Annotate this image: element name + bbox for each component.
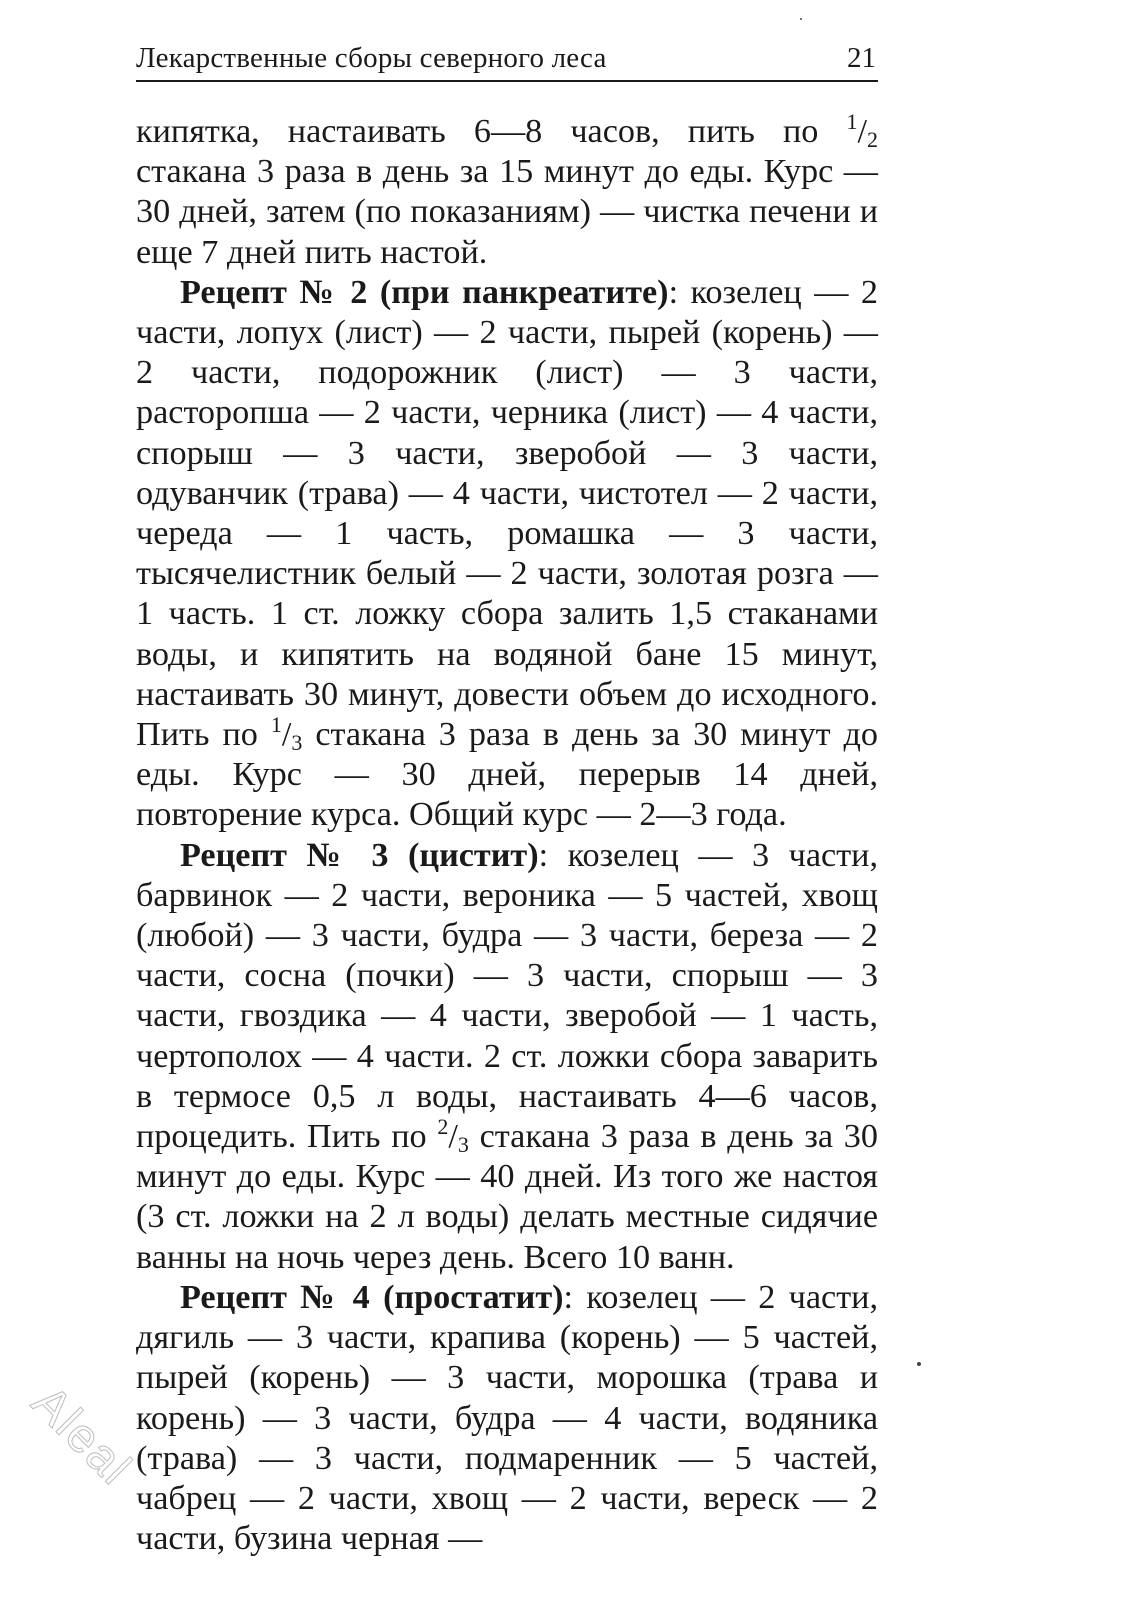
scan-speck (800, 18, 802, 20)
page-body (136, 109, 879, 1559)
fraction (846, 109, 879, 152)
running-title: Лекарственные сборы северного леса (136, 42, 607, 74)
recipe-heading: Рецепт № 4 (простатит) (180, 1278, 564, 1316)
text-run: стакана 3 раза в день за 30 минут до еды. Курс — 30 дней, перерыв 14 дней, повторение курса. Общий курс — 2—3 года. (136, 716, 878, 834)
watermark: Aleal (21, 1375, 142, 1496)
text-run: : козелец — 2 части, лопух (лист) — 2 части, пырей (корень) — 2 части, подорожник (лист) — 3 части, расторопша — 2 части, черника (лист) — 4 части, спорыш — 3 части, зверобой — 3 части, одуванчик (трава) — 4 части, чистотел — 2 части, череда — 1 часть, ромашка — 3 части, тысячелистник белый — 2 части, золотая розга — 1 часть. 1 ст. ложку сбора залить 1,5 стаканами воды, и кипятить на водяной бане 15 минут, настаивать 30 минут, довести объем до исходного. Пить по (136, 273, 878, 754)
running-header (136, 36, 878, 82)
fraction-denominator: 3 (291, 730, 303, 756)
text-run: : козелец — 3 части, барвинок — 2 части, вероника — 5 частей, хвощ (любой) — 3 части, будра — 3 части, береза — 2 части, сосна (почки) — 3 части, спорыш — 3 части, гвоздика — 4 части, зверобой — 1 часть, чертополох — 4 части. 2 ст. ложки сбора заварить в термосе 0,5 л воды, настаивать 4—6 часов, процедить. Пить по (136, 836, 878, 1156)
recipe-heading: Рецепт № 3 (цистит) (180, 836, 539, 874)
text-run: : козелец — 2 части, дягиль — 3 части, крапива (корень) — 5 частей, пырей (корень) — 3 части, морошка (трава и корень) — 3 части, будра — 4 части, водяника (трава) — 3 части, подмаренник — 5 частей, чабрец — 2 части, хвощ — 2 части, вереск — 2 части, бузина черная — (136, 1278, 879, 1558)
fraction-denominator: 3 (457, 1132, 469, 1158)
scan-speck (917, 1362, 921, 1366)
fraction-slash: / (448, 1118, 458, 1156)
paragraph (136, 109, 878, 273)
fraction-numerator: 1 (846, 109, 858, 134)
text-run: стакана 3 раза в день за 15 минут до еды. Курс — 30 дней, затем (по показаниям) — чистка печени и еще 7 дней пить настой. (136, 153, 878, 271)
text-run: стакана 3 раза в день за 30 минут до еды. Курс — 40 дней. Из того же настоя (3 ст. ложки на 2 л воды) делать местные сидячие ванны на ночь через день. Всего 10 ванн. (136, 1118, 878, 1276)
fraction-denominator: 2 (867, 127, 878, 152)
recipe-3-paragraph (136, 836, 878, 1278)
fraction-numerator: 2 (437, 1114, 449, 1140)
page-number: 21 (847, 42, 876, 74)
text-run: кипятка, настаивать 6—8 часов, пить по (136, 113, 847, 150)
recipe-heading: Рецепт № 2 (при панкреатите) (180, 273, 669, 311)
fraction (270, 712, 303, 756)
fraction (437, 1114, 469, 1158)
fraction-slash: / (857, 113, 867, 150)
recipe-2-paragraph (136, 273, 878, 836)
fraction-slash: / (281, 716, 292, 754)
fraction-numerator: 1 (270, 712, 282, 738)
recipe-4-paragraph (136, 1278, 878, 1559)
